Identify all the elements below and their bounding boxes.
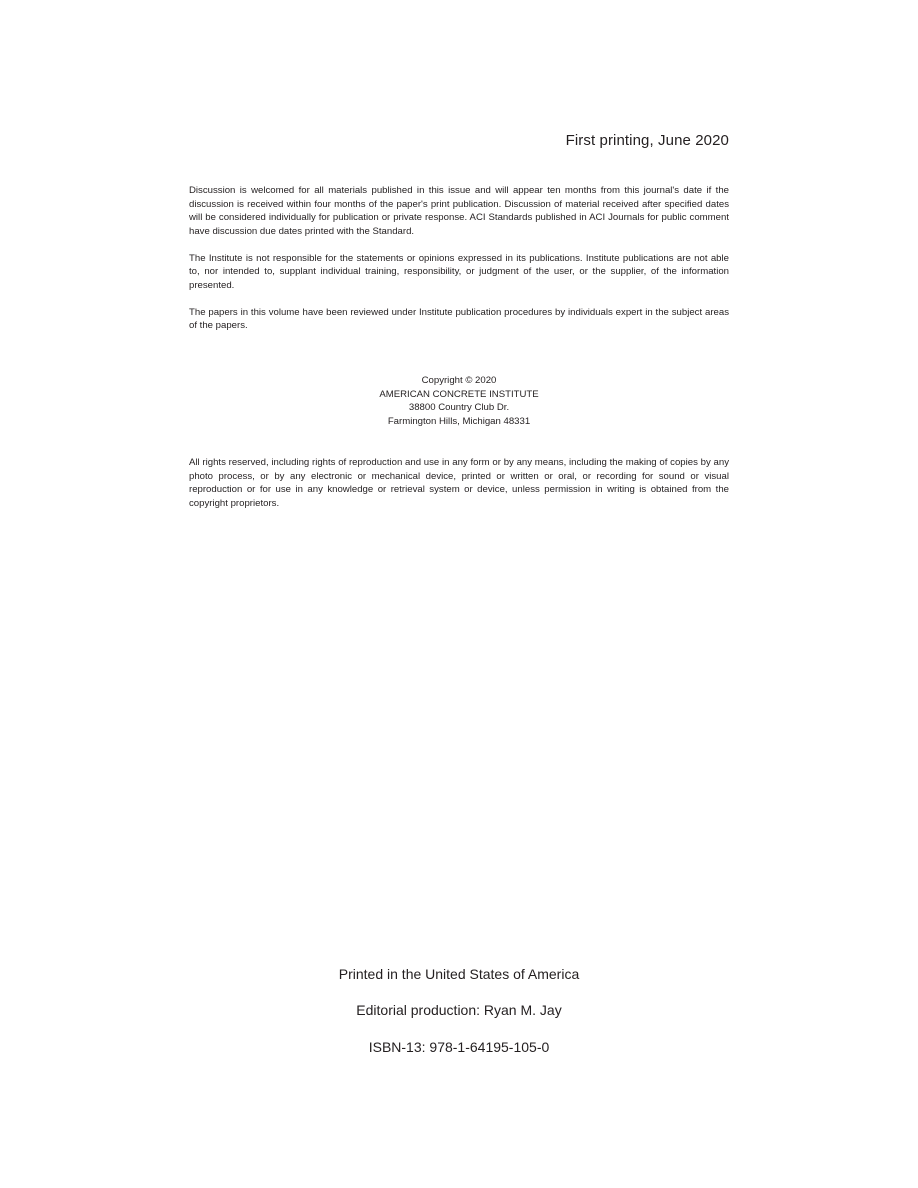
discussion-notice: Discussion is welcomed for all materials published in this issue and will appear ten months from this journal's date if the discussion is received within four months of the paper's print publication. Discussion of material received after specified dates will be considered individually for publication or private response. ACI Standards published in ACI Journals for public comment have discussion due dates printed with the Standard. (189, 185, 729, 237)
editorial-credit: Editorial production: Ryan M. Jay (356, 1002, 562, 1018)
publisher-street: 38800 Country Club Dr. (408, 402, 510, 414)
isbn-line: ISBN-13: 978-1-64195-105-0 (368, 1039, 550, 1055)
notices-block (189, 184, 729, 346)
copyright-block (0, 374, 918, 428)
publisher-name: AMERICAN CONCRETE INSTITUTE (379, 388, 539, 400)
printed-in-line: Printed in the United States of America (338, 966, 580, 982)
copyright-line: Copyright © 2020 (421, 375, 497, 386)
printing-line: First printing, June 2020 (565, 132, 729, 149)
publisher-city: Farmington Hills, Michigan 48331 (387, 415, 531, 427)
rights-statement: All rights reserved, including rights of reproduction and use in any form or by any means, including the making of copies by any photo process, or by any electronic or mechanical device, printed or written or oral, or recording for sound or visual reproduction or for use in any knowledge or retrieval system or device, unless permission in writing is obtained from the copyright proprietors. (189, 457, 729, 509)
responsibility-disclaimer: The Institute is not responsible for the statements or opinions expressed in its publications. Institute publications are not able to, nor intended to, supplant individual training, responsibility, or judgment of the user, or the supplier, of the information presented. (189, 252, 729, 291)
review-statement: The papers in this volume have been reviewed under Institute publication procedures by individuals expert in the subject areas of the papers. (189, 306, 729, 331)
